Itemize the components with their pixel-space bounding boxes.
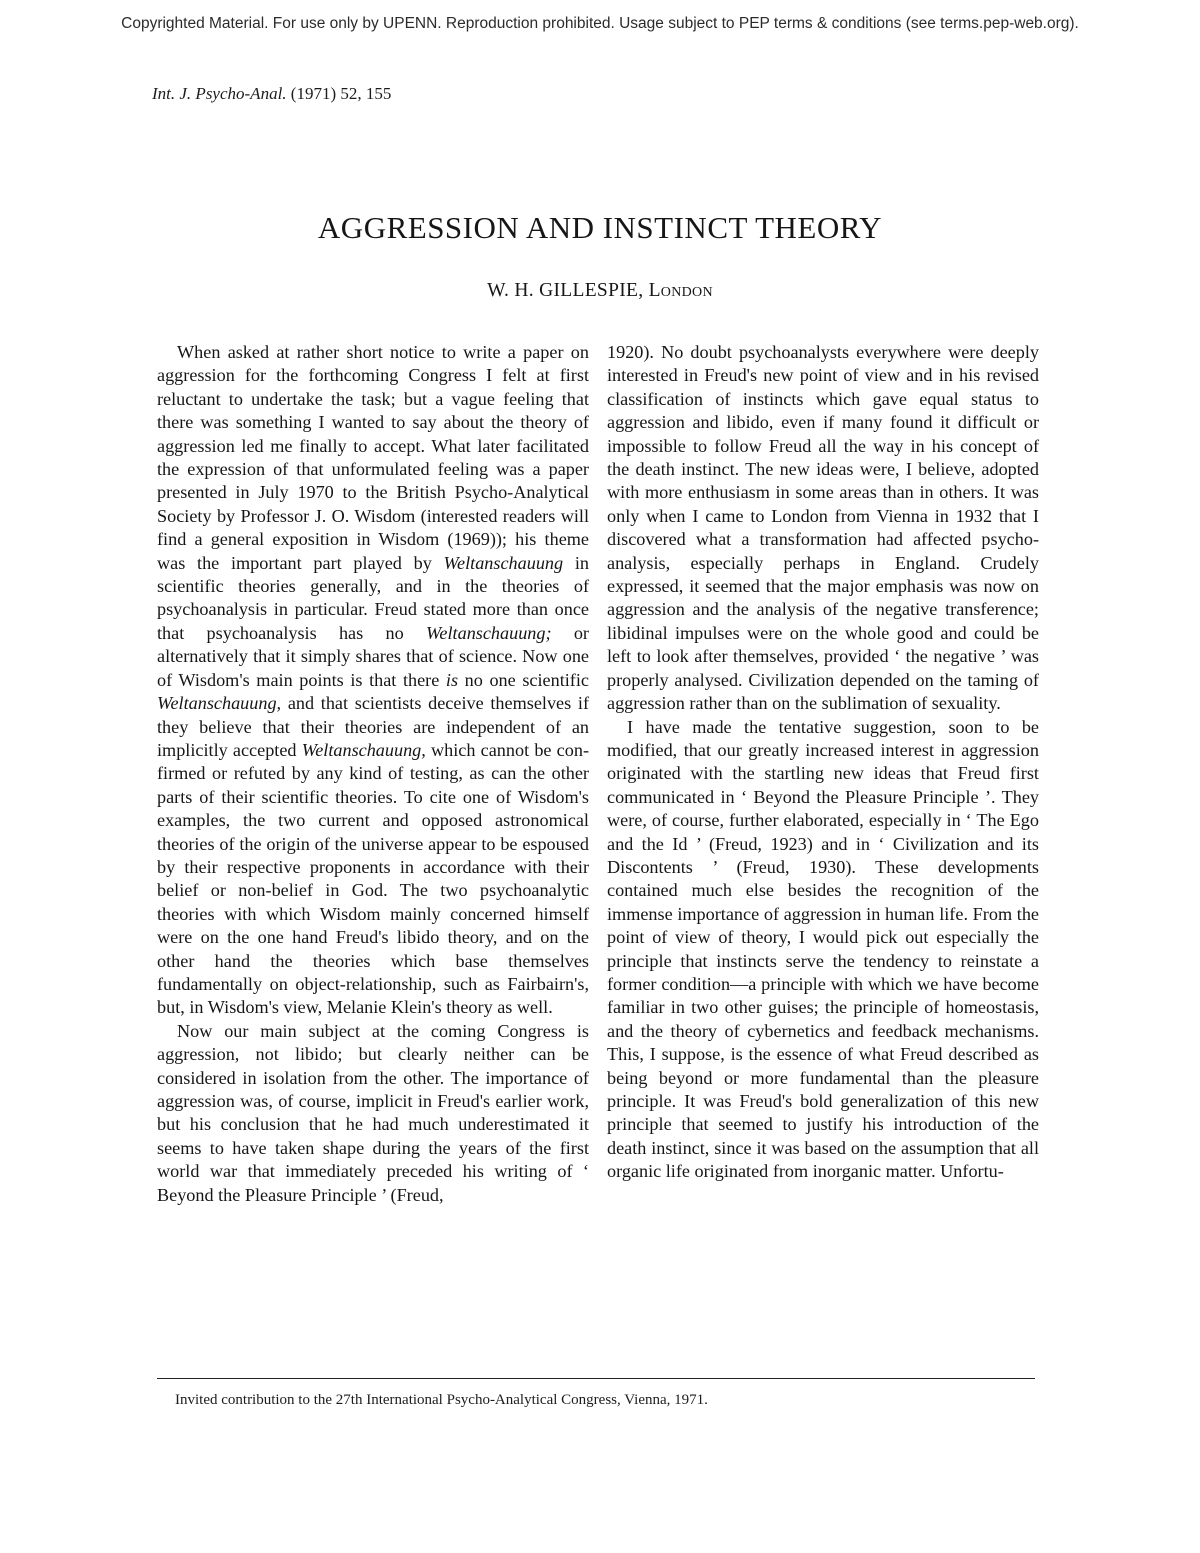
emphasis: Weltanschauung, [157,693,282,714]
journal-citation [152,84,391,104]
paragraph: When asked at rather short notice to write a paper on aggression for the forthcoming Congress I felt at first reluctant to undertake the task; but a vague feeling that there was something I wanted to say about the theory of aggression led me finally to accept. What later facilitated the expression of that unformulated feeling was a paper presented in July 1970 to the British Psycho-Analytical Society by Professor J. O. Wisdom (interested readers will find a general exposition in Wisdom (1969)); his theme was the important part played by Weltanschauung in scientific theories generally, and in the theories of psychoanalysis in particular. Freud stated more than once that psychoanalysis has no Weltanschauung; or alternatively that it simply shares that of science. Now one of Wisdom's main points is that there is no one scientific Weltanschauung, and that scientists deceive themselves if they believe that their theories are independent of an implicitly accepted Weltanschauung, which cannot be confirmed or refuted by any kind of testing, as can the other parts of their scientific theories. To cite one of Wisdom's examples, the two current and opposed astronomical theories of the origin of the universe appear to be espoused by their respective proponents in accordance with their belief or non-belief in God. The two psychoanalytic theories with which Wisdom mainly concerned himself were on the one hand Freud's libido theory, and on the other hand the theories which base themselves fundamentally on object-relationship, such as Fairbairn's, but, in Wisdom's view, Melanie Klein's theory as well. [157,342,589,1018]
emphasis: Weltanschauung [443,552,564,573]
author-location: London [648,280,713,301]
citation-details: (1971) 52, 155 [290,84,392,103]
emphasis: Weltanschauung, [301,739,426,760]
paragraph: Now our main subject at the coming Congress is aggression, not libido; but clearly neither can be considered in isolation from the other. The importance of aggression was, of course, implicit in Freud's earlier work, but his conclusion that he had much underestimated it seems to have taken shape during the years of the first world war that immediately preceded his writing of ‘ Beyond the Pleasure Principle ’ (Freud, [157,1020,589,1205]
paragraph: 1920). No doubt psychoanalysts everywhere were deeply interested in Freud's new point of view and in his revised classification of instincts which gave equal status to aggression and libido, even if many found it difficult or impossible to follow Freud all the way in his concept of the death instinct. The new ideas were, I believe, adopted with more enthusiasm in some areas than in others. It was only when I came to London from Vienna in 1932 that I discovered what a transformation had affected psychoanalysis, especially perhaps in England. Crudely expressed, it seemed that the major emphasis was now on aggression and the analysis of the negative transference; libidinal impulses were on the whole good and could be left to look after themselves, provided ‘ the negative ’ was properly analysed. Civilization depended on the taming of aggression rather than on the sublimation of sexuality. [607,342,1039,714]
left-column [157,341,589,1207]
author-line [0,280,1200,302]
article-title: AGGRESSION AND INSTINCT THEORY [317,210,883,245]
copyright-notice: Copyrighted Material. For use only by UPENN. Reproduction prohibited. Usage subject to PEP terms & conditions (see terms.pep-web.org). [121,15,1079,32]
footnote-divider [157,1378,1035,1379]
right-column [607,341,1039,1184]
emphasis: Weltanschauung; [425,622,552,643]
journal-name: Int. J. Psycho-Anal. [152,84,287,103]
author-name: W. H. GILLESPIE, [487,280,644,301]
paragraph: I have made the tentative suggestion, soon to be modified, that our greatly increased interest in aggression originated with the startling new ideas that Freud first communicated in ‘ Beyond the Pleasure Principle ’. They were, of course, further elaborated, especially in ‘ The Ego and the Id ’ (Freud, 1923) and in ‘ Civilization and its Discontents ’ (Freud, 1930). These developments contained much else besides the recognition of the immense importance of aggression in human life. From the point of view of theory, I would pick out especially the principle that instincts serve the tendency to reinstate a former condition—a principle with which we have become familiar in two other guises; the principle of homeostasis, and the theory of cybernetics and feedback mechanisms. This, I suppose, is the essence of what Freud described as being beyond or more fundamental than the pleasure principle. It was Freud's bold generalization of this new principle that seemed to justify his introduction of the death instinct, since it was based on the assumption that all organic life originated from inorganic matter. Unfortu- [607,716,1039,1182]
emphasis: is [445,669,459,690]
footnote: Invited contribution to the 27th International Psycho-Analytical Congress, Vienna, 1971. [175,1392,708,1408]
